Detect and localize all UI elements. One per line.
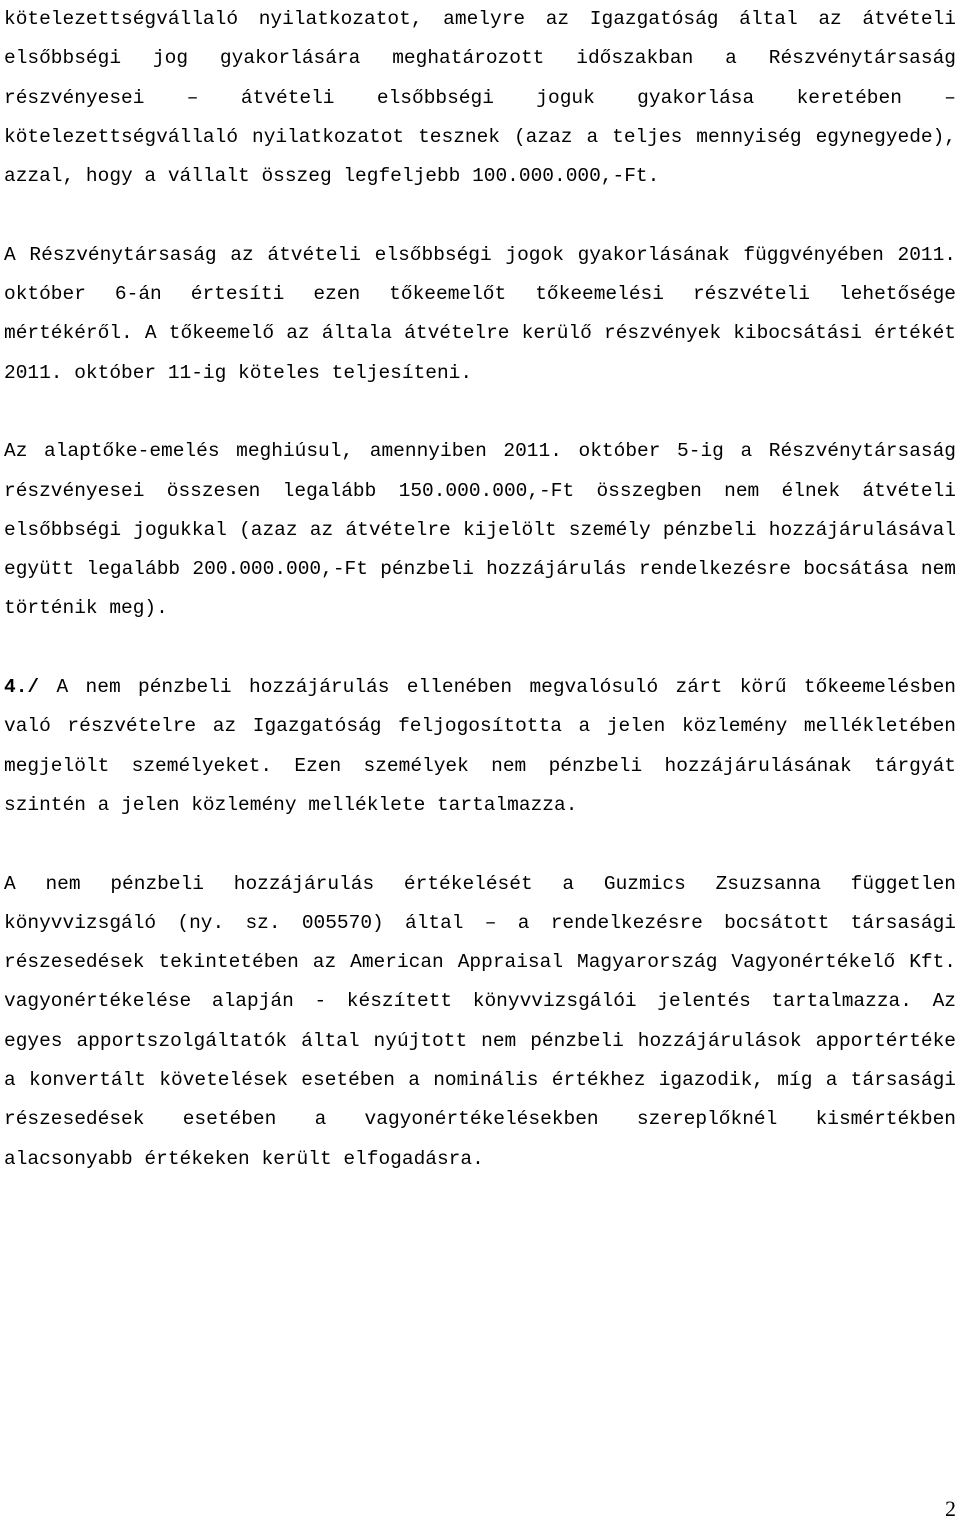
- paragraph-valuation: A nem pénzbeli hozzájárulás értékelését a Guzmics Zsuzsanna független könyvvizsgáló (ny. sz. 005570) által – a rendelkezésre bocsátott társasági részesedések tekintetében az American Appraisal Magyarország Vagyonértékelő Kft. vagyonértékelése alapján - készített könyvvizsgálói jelentés tartalmazza. Az egyes apportszolgáltatók által nyújtott nem pénzbeli hozzájárulások apportértéke a konvertált követelések esetében a nominális értékhez igazodik, míg a társasági részesedések esetében a vagyonértékelésekben szereplőknél kismértékben alacsonyabb értékeken került elfogadásra.: [4, 872, 956, 1170]
- paragraph-gap: [4, 825, 956, 864]
- paragraph-gap: [4, 393, 956, 432]
- paragraph-section-4: [4, 668, 956, 825]
- section-number: 4./: [4, 676, 40, 699]
- paragraph-capital-increase-failure: Az alaptőke-emelés meghiúsul, amennyiben 2011. október 5-ig a Részvénytársaság részvényesei összesen legalább 150.000.000,-Ft összegben nem élnek átvételi elsőbbségi jogukkal (azaz az átvételre kijelölt személy pénzbeli hozzájárulásával együtt legalább 200.000.000,-Ft pénzbeli hozzájárulás rendelkezésre bocsátása nem történik meg).: [4, 440, 956, 620]
- page-number: 2: [945, 1496, 956, 1521]
- document-page: [4, 0, 956, 1179]
- paragraph-gap: [4, 196, 956, 235]
- section-4-text: A nem pénzbeli hozzájárulás ellenében megvalósuló zárt körű tőkeemelésben való részvételre az Igazgatóság feljogosította a jelen közlemény mellékletében megjelölt személyeket. Ezen személyek nem pénzbeli hozzájárulásának tárgyát szintén a jelen közlemény melléklete tartalmazza.: [4, 676, 957, 816]
- paragraph-gap: [4, 629, 956, 668]
- paragraph-notification: A Részvénytársaság az átvételi elsőbbségi jogok gyakorlásának függvényében 2011. október 6-án értesíti ezen tőkeemelőt tőkeemelési részvételi lehetősége mértékéről. A tőkeemelő az általa átvételre kerülő részvények kibocsátási értékét 2011. október 11-ig köteles teljesíteni.: [4, 243, 956, 384]
- paragraph-commitment-statement: kötelezettségvállaló nyilatkozatot, amelyre az Igazgatóság által az átvételi elsőbbségi jog gyakorlására meghatározott időszakban a Részvénytársaság részvényesei – átvételi elsőbbségi joguk gyakorlása keretében – kötelezettségvállaló nyilatkozatot tesznek (azaz a teljes mennyiség egynegyede), azzal, hogy a vállalt összeg legfeljebb 100.000.000,-Ft.: [4, 8, 956, 188]
